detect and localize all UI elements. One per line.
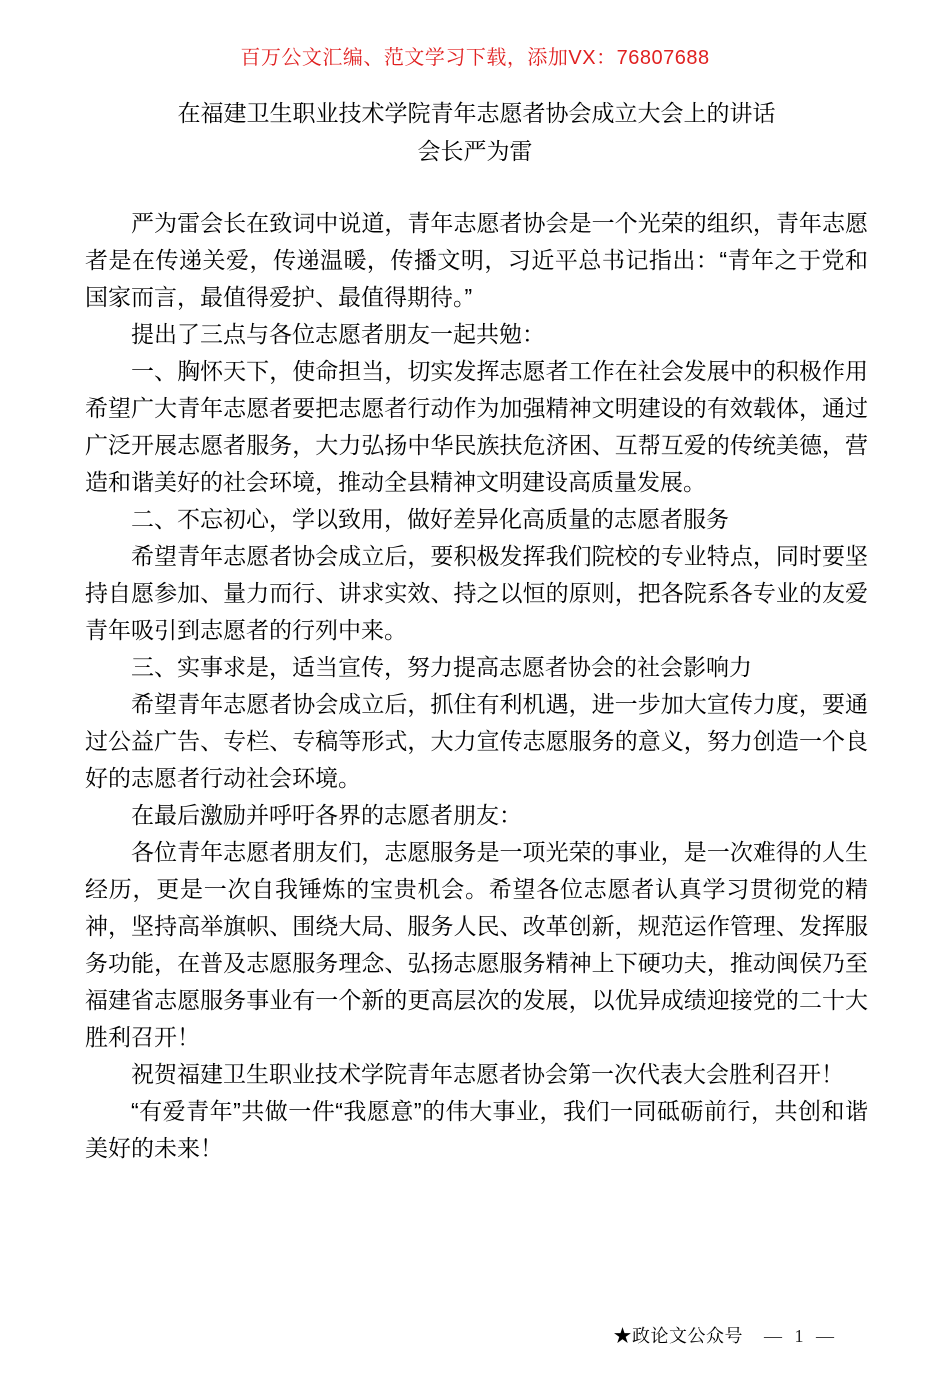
paragraph: 一、胸怀天下，使命担当，切实发挥志愿者工作在社会发展中的积极作用希望广大青年志愿者要把志愿者行动作为加强精神文明建设的有效载体，通过广泛开展志愿者服务，大力弘扬中华民族扶危济困、互帮互爱的传统美德，营造和谐美好的社会环境，推动全县精神文明建设高质量发展。: [85, 358, 868, 495]
paragraph: “有爱青年”共做一件“我愿意”的伟大事业，我们一同砥砺前行，共创和谐美好的未来！: [85, 1098, 868, 1161]
promo-notice: 百万公文汇编、范文学习下载，添加VX：76807688: [240, 47, 710, 69]
document-title: 在福建卫生职业技术学院青年志愿者协会成立大会上的讲话: [177, 100, 776, 126]
paragraph: 希望青年志愿者协会成立后，抓住有利机遇，进一步加大宣传力度，要通过公益广告、专栏、专稿等形式，大力宣传志愿服务的意义，努力创造一个良好的志愿者行动社会环境。: [85, 691, 868, 791]
paragraph: 三、实事求是，适当宣传，努力提高志愿者协会的社会影响力: [131, 654, 752, 680]
paragraph: 提出了三点与各位志愿者朋友一起共勉：: [131, 321, 545, 347]
document-body: [85, 205, 868, 1167]
paragraph: 希望青年志愿者协会成立后，要积极发挥我们院校的专业特点，同时要坚持自愿参加、量力而行、讲求实效、持之以恒的原则，把各院系各专业的友爱青年吸引到志愿者的行列中来。: [85, 543, 868, 643]
footer-account-label: ★政论文公众号: [613, 1326, 743, 1346]
page-number-indicator: — 1 —: [764, 1326, 838, 1346]
paragraph: 各位青年志愿者朋友们，志愿服务是一项光荣的事业，是一次难得的人生经历，更是一次自我锤炼的宝贵机会。希望各位志愿者认真学习贯彻党的精神，坚持高举旗帜、围绕大局、服务人民、改革创新，规范运作管理、发挥服务功能，在普及志愿服务理念、弘扬志愿服务精神上下硬功夫，推动闽侯乃至福建省志愿服务事业有一个新的更高层次的发展，以优异成绩迎接党的二十大胜利召开！: [85, 839, 868, 1050]
paragraph: 二、不忘初心，学以致用，做好差异化高质量的志愿者服务: [131, 506, 729, 532]
document-subtitle: 会长严为雷: [417, 138, 533, 164]
paragraph: 严为雷会长在致词中说道，青年志愿者协会是一个光荣的组织，青年志愿者是在传递关爱，传递温暖，传播文明，习近平总书记指出：“青年之于党和国家而言，最值得爱护、最值得期待。”: [85, 210, 868, 310]
paragraph: 祝贺福建卫生职业技术学院青年志愿者协会第一次代表大会胜利召开！: [131, 1061, 844, 1087]
paragraph: 在最后激励并呼吁各界的志愿者朋友：: [131, 802, 522, 828]
document-page: [0, 45, 950, 1389]
